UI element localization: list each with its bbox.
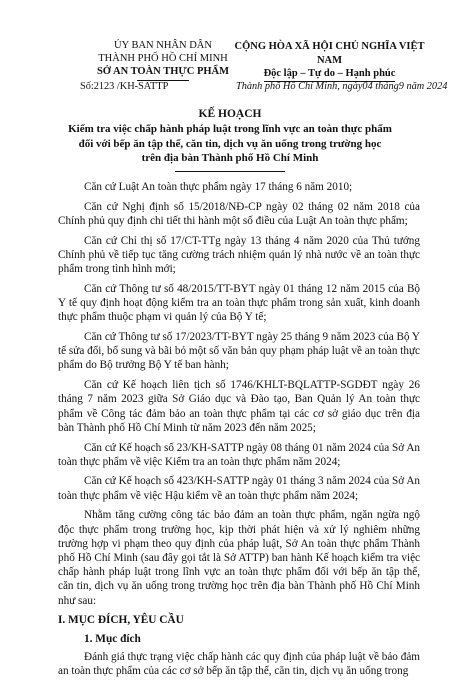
paragraph-legal-basis: Căn cứ Thông tư số 48/2015/TT-BYT ngày 01 tháng 12 năm 2015 của Bộ Y tế quy định hoạt động kiểm tra an toàn thực phẩm trong sản xuất, kinh doanh thực phẩm thuộc phạm vi quản lý của Bộ Y tế; xyxy=(58,282,420,324)
paragraph-legal-basis: Căn cứ Nghị định số 15/2018/NĐ-CP ngày 02 tháng 02 năm 2018 của Chính phủ quy định chi tiết thi hành một số điều của Luật An toàn thực phẩm; xyxy=(58,200,420,227)
national-motto: Độc lập – Tự do – Hạnh phúc xyxy=(264,67,396,82)
paragraph-legal-basis: Căn cứ Chỉ thị số 17/CT-TTg ngày 13 tháng 4 năm 2020 của Thủ tướng Chính phủ về tiếp tục tăng cường trách nhiệm quản lý nhà nước về an toàn thực phẩm trong tình hình mới; xyxy=(58,234,420,276)
paragraph-legal-basis: Căn cứ Kế hoạch số 23/KH-SATTP ngày 08 tháng 01 năm 2024 của Sở An toàn thực phẩm về việc Kiểm tra an toàn thực phẩm năm 2024; xyxy=(58,441,420,468)
nation-name: CỘNG HÒA XÃ HỘI CHỦ NGHĨA VIỆT NAM xyxy=(234,41,425,66)
paragraph-legal-basis: Căn cứ Kế hoạch số 423/KH-SATTP ngày 01 tháng 3 năm 2024 của Sở An toàn thực phẩm về việc Hậu kiểm về an toàn thực phẩm năm 2024; xyxy=(58,475,420,502)
national-header xyxy=(232,40,427,82)
place-and-date: Thành phố Hồ Chí Minh, ngày04 tháng9 năm 2024 xyxy=(236,81,448,92)
agency-line-1: ỦY BAN NHÂN DÂN xyxy=(114,40,212,51)
agency-line-3: SỞ AN TOÀN THỰC PHẨM xyxy=(96,65,230,77)
subsection-heading: 1. Mục đích xyxy=(84,632,141,645)
document-type: KẾ HOẠCH xyxy=(198,108,262,120)
title-line-3: trên địa bàn Thành phố Hồ Chí Minh xyxy=(141,152,319,165)
title-line-1: Kiểm tra việc chấp hành pháp luật trong lĩnh vực an toàn thực phẩm xyxy=(68,123,392,136)
paragraph-preamble: Nhằm tăng cường công tác bảo đảm an toàn thực phẩm, ngăn ngừa ngộ độc thực phẩm trong trường học, kịp thời phát hiện và xử lý nghiêm những trường hợp vi phạm theo quy định của pháp luật, Sở An toàn thực phẩm Thành phố Hồ Chí Minh (sau đây gọi tắt là Sở ATTP) ban hành Kế hoạch kiểm tra việc chấp hành pháp luật trong lĩnh vực an toàn thực phẩm đối với bếp ăn tập thể, căn tin, dịch vụ ăn uống trong trường học trên địa bàn Thành phố Hồ Chí Minh như sau: xyxy=(58,509,420,607)
paragraph-legal-basis: Căn cứ Luật An toàn thực phẩm ngày 17 tháng 6 năm 2010; xyxy=(84,181,353,193)
document-body xyxy=(58,180,420,684)
section-heading: I. MỤC ĐÍCH, YÊU CẦU xyxy=(58,614,184,627)
issuing-agency xyxy=(78,40,248,81)
title-underline xyxy=(175,171,285,172)
paragraph-legal-basis: Căn cứ Thông tư số 17/2023/TT-BYT ngày 25 tháng 9 năm 2023 của Bộ Y tế sửa đổi, bổ sung và bãi bỏ một số văn bản quy phạm pháp luật về an toàn thực phẩm do Bộ trưởng Bộ Y tế ban hành; xyxy=(58,330,420,372)
paragraph-legal-basis: Căn cứ Kế hoạch liên tịch số 1746/KHLT-BQLATTP-SGDĐT ngày 26 tháng 7 năm 2023 giữa Sở Giáo dục và Đào tạo, Ban Quản lý An toàn thực phẩm về Công tác đảm bảo an toàn thực phẩm tại các cơ sở giáo dục trên địa bàn Thành phố Hồ Chí Minh từ năm 2023 đến năm 2025; xyxy=(58,379,420,434)
document-title xyxy=(30,107,430,166)
document-number: Số:2123 /KH-SATTP xyxy=(80,81,169,92)
agency-line-2: THÀNH PHỐ HỒ CHÍ MINH xyxy=(98,52,228,64)
title-line-2: đối với bếp ăn tập thể, căn tin, dịch vụ ăn uống trong trường học xyxy=(78,137,382,150)
paragraph-purpose: Đánh giá thực trạng việc chấp hành các quy định của pháp luật về bảo đảm an toàn thực phẩm của các cơ sở bếp ăn tập thể, căn tin, dịch vụ ăn uống trong xyxy=(58,651,420,678)
